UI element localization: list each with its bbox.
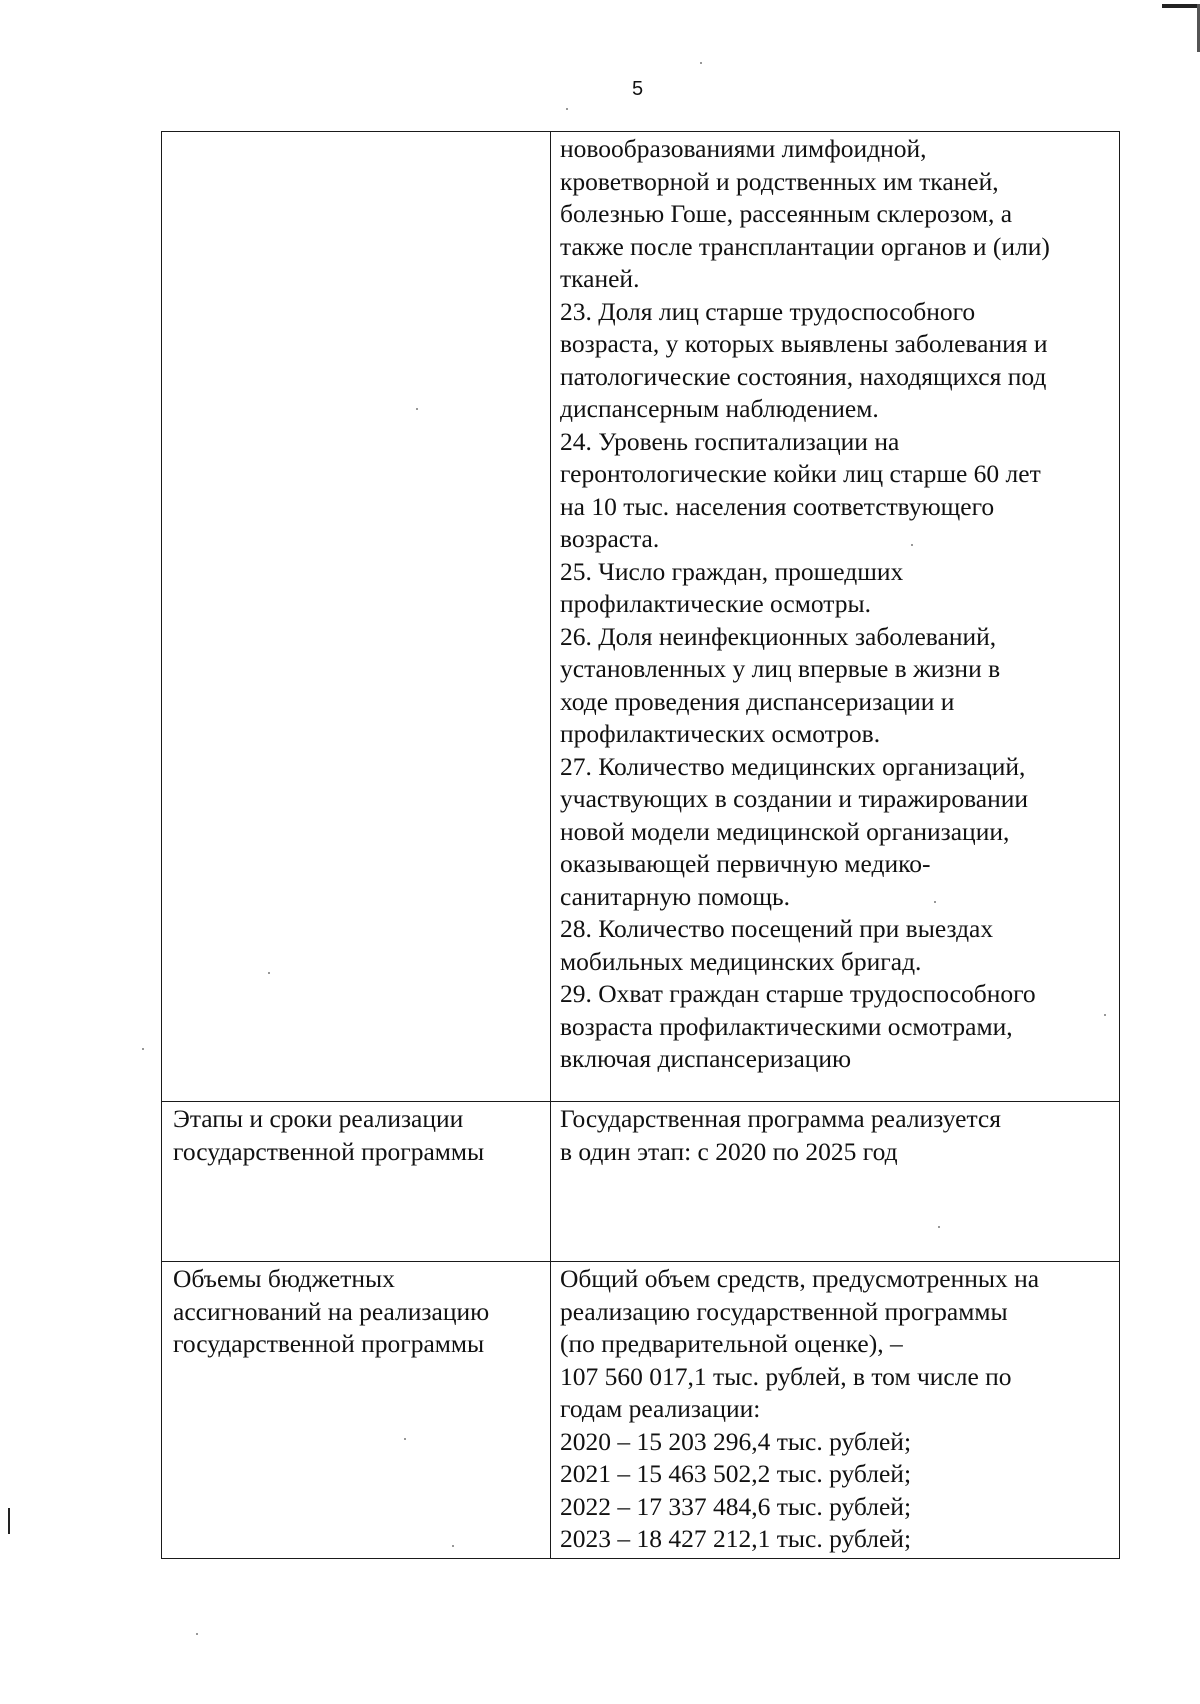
cell-text-line: возраста профилактическими осмотрами,: [560, 1011, 1013, 1041]
table-row-stages: [162, 1102, 1120, 1262]
cell-text-line: 25. Число граждан, прошедших: [560, 556, 904, 586]
cell-text-line: государственной программы: [173, 1136, 485, 1166]
cell-text-line: болезнью Гоше, рассеянным склерозом, а: [560, 199, 1013, 228]
cell-text-line: 2020 – 15 203 296,4 тыс. рублей;: [560, 1426, 912, 1456]
cell-text-line: Объемы бюджетных: [173, 1264, 395, 1293]
cell-text-line: кроветворной и родственных им тканей,: [560, 166, 999, 196]
cell-text-line: патологические состояния, находящихся под: [560, 361, 1047, 391]
scan-speckle: [566, 108, 568, 110]
scan-speckle: [196, 1633, 198, 1635]
cell-text-line: 29. Охват граждан старше трудоспособного: [560, 979, 1036, 1008]
cell-text-line: 2022 – 17 337 484,6 тыс. рублей;: [560, 1491, 912, 1521]
program-passport-table: [161, 131, 1120, 1559]
cell-text-line: профилактических осмотров.: [560, 719, 881, 748]
scan-speckle: [934, 901, 936, 903]
cell-text-line: 2023 – 18 427 212,1 тыс. рублей;: [560, 1524, 912, 1553]
cell-text-line: Государственная программа реализуется: [560, 1104, 1001, 1133]
cell-text-line: оказывающей первичную медико-: [560, 849, 931, 878]
cell-text-line: реализацию государственной программы: [560, 1296, 1008, 1326]
table-row-indicators: [162, 132, 1120, 1102]
cell-text-line: (по предварительной оценке), –: [560, 1329, 903, 1358]
scan-speckle: [268, 972, 270, 974]
cell-text-line: ходе проведения диспансеризации и: [560, 686, 955, 716]
cell-text-line: Общий объем средств, предусмотренных на: [560, 1264, 1040, 1293]
cell-text-line: 26. Доля неинфекционных заболеваний,: [560, 621, 997, 651]
scan-speckle: [416, 408, 418, 410]
scan-speckle: [452, 1545, 454, 1547]
cell-text-line: 107 560 017,1 тыс. рублей, в том числе по: [560, 1361, 1012, 1391]
cell-text-line: на 10 тыс. населения соответствующего: [560, 491, 995, 521]
indicators-label-cell: [162, 132, 551, 1102]
cell-text-line: включая диспансеризацию: [560, 1044, 852, 1073]
cell-text-line: санитарную помощь.: [560, 881, 791, 911]
cell-text-line: государственной программы: [173, 1329, 485, 1358]
cell-text-line: новой модели медицинской организации,: [560, 816, 1010, 846]
scan-edge-mark: [1162, 4, 1200, 8]
cell-text-line: тканей.: [560, 264, 640, 293]
cell-text-line: ассигнований на реализацию: [173, 1296, 490, 1326]
cell-text-line: участвующих в создании и тиражировании: [560, 784, 1029, 813]
stages-label-cell: [162, 1102, 551, 1262]
cell-text-line: диспансерным наблюдением.: [560, 394, 879, 423]
cell-text-line: в один этап: с 2020 по 2025 год: [560, 1136, 898, 1166]
cell-text-line: новообразованиями лимфоидной,: [560, 134, 927, 163]
scan-speckle: [142, 1048, 144, 1050]
cell-text-line: установленных у лиц впервые в жизни в: [560, 654, 1001, 683]
scan-edge-mark-left: [8, 1508, 10, 1534]
scan-speckle: [911, 544, 913, 546]
cell-text-line: годам реализации:: [560, 1394, 761, 1423]
stages-value-cell: [551, 1102, 1120, 1262]
cell-text-line: 27. Количество медицинских организаций,: [560, 751, 1026, 781]
indicators-list-cell: [551, 132, 1120, 1102]
cell-text-line: 28. Количество посещений при выездах: [560, 914, 994, 943]
cell-text-line: возраста.: [560, 524, 660, 553]
cell-text-line: 2021 – 15 463 502,2 тыс. рублей;: [560, 1459, 912, 1488]
cell-text-line: также после трансплантации органов и (или): [560, 231, 1050, 261]
scan-speckle: [938, 1226, 940, 1228]
budget-value-cell: [551, 1262, 1120, 1559]
cell-text-line: Этапы и сроки реализации: [173, 1104, 464, 1133]
cell-text-line: мобильных медицинских бригад.: [560, 946, 922, 976]
page-number: 5: [632, 78, 644, 100]
table-row-budget: [162, 1262, 1120, 1559]
cell-text-line: 23. Доля лиц старше трудоспособного: [560, 296, 976, 326]
scan-speckle: [700, 62, 702, 64]
cell-text-line: геронтологические койки лиц старше 60 лет: [560, 459, 1041, 488]
cell-text-line: 24. Уровень госпитализации на: [560, 426, 900, 456]
scan-speckle: [1104, 1014, 1106, 1016]
cell-text-line: возраста, у которых выявлены заболевания и: [560, 329, 1048, 358]
cell-text-line: профилактические осмотры.: [560, 589, 871, 618]
budget-label-cell: [162, 1262, 551, 1559]
scan-speckle: [404, 1438, 406, 1440]
